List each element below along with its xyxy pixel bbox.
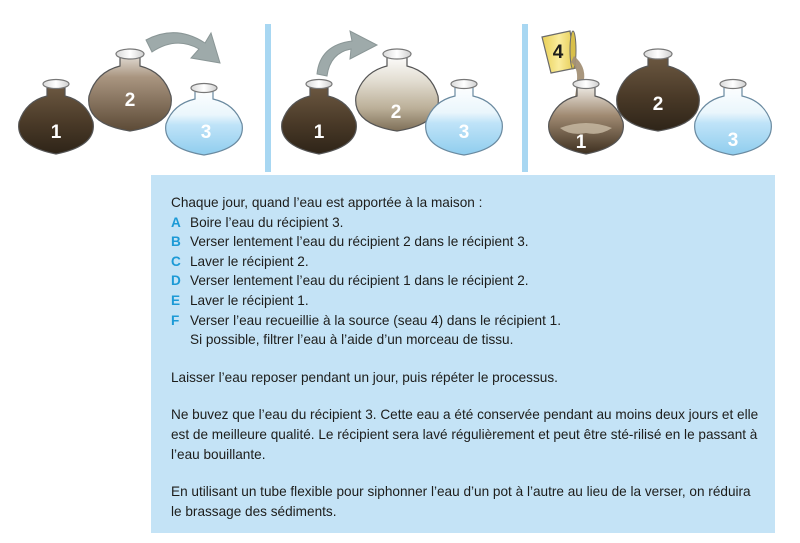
step-text: Verser l’eau recueillie à la source (seau 4) dans le récipient 1. (190, 312, 562, 328)
step-letter: D (171, 273, 181, 289)
panel-divider (522, 24, 528, 172)
step-letter: E (171, 292, 181, 308)
jar-3 (695, 80, 772, 156)
panel-divider (265, 24, 271, 172)
step-d (171, 271, 763, 291)
step-letter: B (171, 234, 181, 250)
jar-label: 1 (575, 132, 587, 153)
jar-label: 2 (390, 102, 402, 123)
jar-label: 2 (124, 90, 136, 111)
jar-label: 3 (458, 122, 470, 143)
jar-label: 3 (727, 130, 739, 151)
jar-illustration (0, 0, 800, 175)
jar-1 (549, 80, 624, 155)
jar-label: 1 (50, 122, 62, 143)
arrow-icon (146, 33, 220, 63)
step-text: Laver le récipient 2. (190, 253, 309, 269)
jar-3 (166, 84, 243, 156)
jar-label: 2 (652, 94, 664, 115)
step-letter: F (171, 312, 180, 328)
step-f (171, 311, 763, 331)
jar-2 (617, 49, 700, 131)
drink-paragraph: Ne buvez que l’eau du récipient 3. Cette eau a été conservée pendant au moins deux jours et elle est de meilleure qualité. Le récipient sera lavé régulièrement et peut être sté-rilisé en le passant à l’eau bouillante. (171, 407, 759, 462)
steps-list (171, 213, 763, 350)
jar-2 (89, 49, 172, 131)
jar-1 (282, 80, 357, 155)
panel-2 (282, 31, 503, 155)
siphon-paragraph: En utilisant un tube flexible pour siphonner l’eau d’un pot à l’autre au lieu de la verser, on réduira le brassage des sédiments. (171, 484, 751, 519)
step-b (171, 232, 763, 252)
jar-label: 3 (200, 122, 212, 143)
arrow-icon (317, 31, 377, 76)
panel-1 (19, 33, 243, 155)
step-letter: A (171, 214, 181, 230)
instructions-panel (151, 175, 775, 533)
bucket-label: 4 (552, 42, 564, 63)
step-e (171, 291, 763, 311)
step-text: Laver le récipient 1. (190, 292, 309, 308)
step-letter: C (171, 253, 181, 269)
bucket-4 (542, 31, 576, 73)
step-c (171, 252, 763, 272)
repeat-paragraph: Laisser l’eau reposer pendant un jour, puis répéter le processus. (171, 369, 558, 385)
intro-text: Chaque jour, quand l’eau est apportée à la maison : (171, 195, 483, 210)
jar-label: 1 (313, 122, 325, 143)
step-a (171, 213, 763, 233)
jar-2 (356, 49, 439, 131)
step-text: Boire l’eau du récipient 3. (190, 214, 344, 230)
step-text: Verser lentement l’eau du récipient 2 dans le récipient 3. (190, 234, 529, 250)
step-text: Verser lentement l’eau du récipient 1 dans le récipient 2. (190, 273, 529, 289)
step-f-continuation: Si possible, filtrer l’eau à l’aide d’un morceau de tissu. (190, 332, 514, 348)
panel-3 (542, 31, 771, 155)
jar-1 (19, 80, 94, 155)
jar-3 (426, 80, 503, 156)
